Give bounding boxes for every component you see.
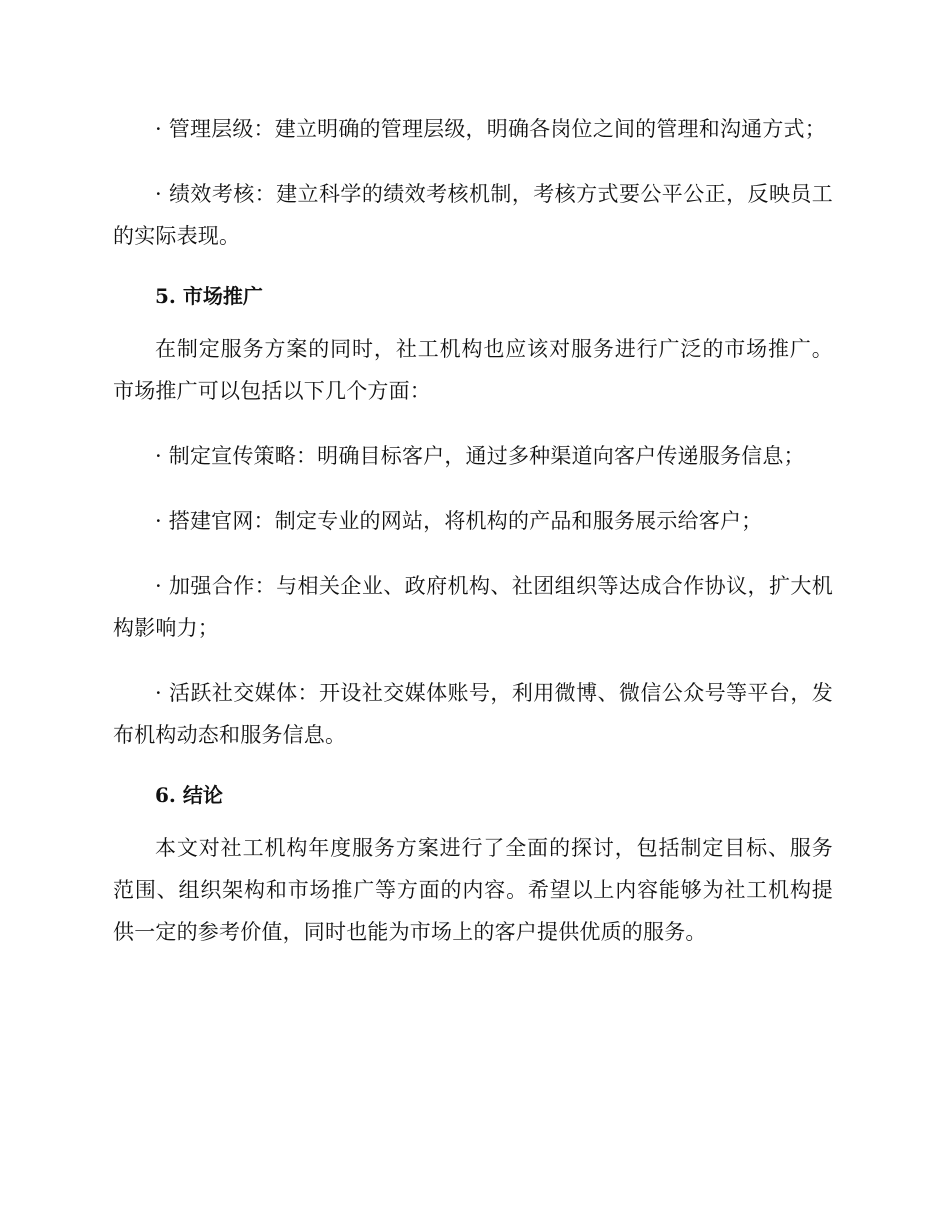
bullet-official-website: · 搭建官网：制定专业的网站，将机构的产品和服务展示给客户；	[155, 509, 763, 533]
bullet-performance-review: · 绩效考核：建立科学的绩效考核机制，考核方式要公平公正，反映员工的实际表现。	[113, 182, 833, 248]
conclusion-paragraph: 本文对社工机构年度服务方案进行了全面的探讨，包括制定目标、服务范围、组织架构和市场推广等方面的内容。希望以上内容能够为社工机构提供一定的参考价值，同时也能为市场上的客户提供优质的服务。	[113, 836, 833, 944]
bullet-management-level: · 管理层级：建立明确的管理层级，明确各岗位之间的管理和沟通方式；	[155, 117, 826, 141]
bullet-cooperation: · 加强合作：与相关企业、政府机构、社团组织等达成合作协议，扩大机构影响力；	[113, 574, 833, 640]
bullet-publicity-strategy: · 制定宣传策略：明确目标客户，通过多种渠道向客户传递服务信息；	[155, 444, 805, 468]
section-heading-conclusion: 6. 结论	[155, 783, 223, 807]
section-heading-market-promotion: 5. 市场推广	[155, 284, 263, 308]
section5-intro-paragraph: 在制定服务方案的同时，社工机构也应该对服务进行广泛的市场推广。市场推广可以包括以下几个方面：	[113, 337, 833, 403]
document-body	[113, 108, 833, 976]
bullet-social-media: · 活跃社交媒体：开设社交媒体账号，利用微博、微信公众号等平台，发布机构动态和服务信息。	[113, 681, 833, 747]
